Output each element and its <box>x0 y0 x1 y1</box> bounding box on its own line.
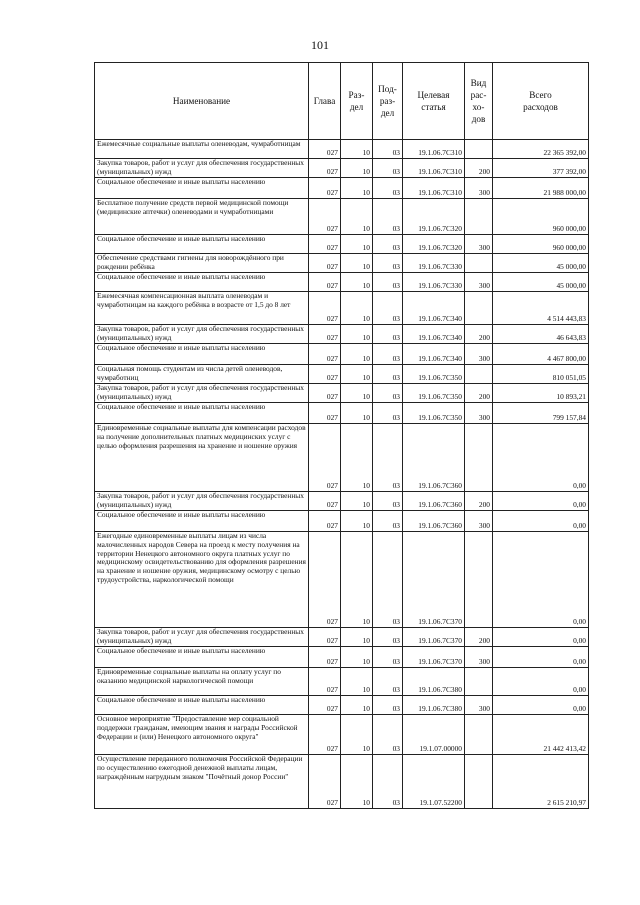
row-subsection: 03 <box>373 365 403 384</box>
row-total: 960 000,00 <box>493 235 589 254</box>
row-type: 300 <box>465 696 493 715</box>
row-subsection: 03 <box>373 628 403 647</box>
row-type <box>465 668 493 696</box>
row-chapter: 027 <box>309 292 341 325</box>
row-target: 19.1.06.7С330 <box>403 273 465 292</box>
row-target: 19.1.06.7С380 <box>403 696 465 715</box>
row-total: 0,00 <box>493 647 589 668</box>
table-row <box>95 254 589 273</box>
row-target: 19.1.06.7С340 <box>403 292 465 325</box>
row-target: 19.1.06.7С360 <box>403 492 465 511</box>
row-name: Социальное обеспечение и иные выплаты населению <box>95 403 309 424</box>
row-subsection: 03 <box>373 403 403 424</box>
row-target: 19.1.06.7С370 <box>403 647 465 668</box>
row-section: 10 <box>341 254 373 273</box>
row-section: 10 <box>341 628 373 647</box>
row-chapter: 027 <box>309 696 341 715</box>
row-target: 19.1.06.7С360 <box>403 511 465 532</box>
row-total: 21 442 413,42 <box>493 715 589 755</box>
table-header-row <box>95 63 589 140</box>
row-chapter: 027 <box>309 140 341 159</box>
table-row <box>95 715 589 755</box>
header-name: Наименование <box>95 63 309 140</box>
row-target: 19.1.06.7С310 <box>403 140 465 159</box>
row-total: 0,00 <box>493 532 589 628</box>
table-row <box>95 532 589 628</box>
row-type <box>465 292 493 325</box>
row-target: 19.1.06.7С350 <box>403 403 465 424</box>
budget-table <box>94 62 589 809</box>
table-row <box>95 696 589 715</box>
row-total: 0,00 <box>493 424 589 492</box>
header-chapter: Глава <box>309 63 341 140</box>
row-total: 22 365 392,00 <box>493 140 589 159</box>
row-type <box>465 424 493 492</box>
row-name: Социальное обеспечение и иные выплаты населению <box>95 235 309 254</box>
row-subsection: 03 <box>373 292 403 325</box>
row-total: 2 615 210,97 <box>493 755 589 809</box>
row-type: 300 <box>465 344 493 365</box>
row-type: 200 <box>465 384 493 403</box>
row-chapter: 027 <box>309 273 341 292</box>
table-row <box>95 403 589 424</box>
row-name: Бесплатное получение средств первой медицинской помощи (медицинские аптечки) оленеводами и чумработницами <box>95 199 309 235</box>
table-row <box>95 492 589 511</box>
row-target: 19.1.06.7С320 <box>403 235 465 254</box>
row-section: 10 <box>341 325 373 344</box>
row-type <box>465 254 493 273</box>
row-section: 10 <box>341 715 373 755</box>
table-row <box>95 273 589 292</box>
table-row <box>95 511 589 532</box>
row-type <box>465 365 493 384</box>
row-chapter: 027 <box>309 325 341 344</box>
row-target: 19.1.06.7С380 <box>403 668 465 696</box>
row-section: 10 <box>341 159 373 178</box>
row-section: 10 <box>341 140 373 159</box>
row-total: 45 000,00 <box>493 273 589 292</box>
row-type <box>465 755 493 809</box>
row-subsection: 03 <box>373 273 403 292</box>
row-target: 19.1.06.7С350 <box>403 365 465 384</box>
row-total: 810 051,05 <box>493 365 589 384</box>
row-section: 10 <box>341 344 373 365</box>
row-section: 10 <box>341 178 373 199</box>
row-subsection: 03 <box>373 492 403 511</box>
row-subsection: 03 <box>373 344 403 365</box>
row-type: 300 <box>465 403 493 424</box>
row-section: 10 <box>341 292 373 325</box>
row-type: 300 <box>465 178 493 199</box>
row-chapter: 027 <box>309 403 341 424</box>
row-total: 4 467 800,00 <box>493 344 589 365</box>
row-type: 300 <box>465 511 493 532</box>
row-chapter: 027 <box>309 532 341 628</box>
row-section: 10 <box>341 384 373 403</box>
header-type: Вид рас- хо- дов <box>465 63 493 140</box>
row-subsection: 03 <box>373 424 403 492</box>
row-name: Социальное обеспечение и иные выплаты населению <box>95 273 309 292</box>
row-total: 960 000,00 <box>493 199 589 235</box>
row-subsection: 03 <box>373 696 403 715</box>
row-name: Социальное обеспечение и иные выплаты населению <box>95 511 309 532</box>
row-chapter: 027 <box>309 668 341 696</box>
row-target: 19.1.07.52200 <box>403 755 465 809</box>
row-subsection: 03 <box>373 668 403 696</box>
row-name: Социальная помощь студентам из числа детей оленеводов, чумработниц <box>95 365 309 384</box>
row-target: 19.1.06.7С330 <box>403 254 465 273</box>
table-row <box>95 199 589 235</box>
header-section: Раз- дел <box>341 63 373 140</box>
row-chapter: 027 <box>309 254 341 273</box>
row-total: 46 643,83 <box>493 325 589 344</box>
row-name: Закупка товаров, работ и услуг для обеспечения государственных (муниципальных) нужд <box>95 384 309 403</box>
row-section: 10 <box>341 668 373 696</box>
row-target: 19.1.06.7С310 <box>403 178 465 199</box>
row-name: Ежемесячные социальные выплаты оленеводам, чумработницам <box>95 140 309 159</box>
row-name: Социальное обеспечение и иные выплаты населению <box>95 178 309 199</box>
table-row <box>95 628 589 647</box>
row-target: 19.1.06.7С370 <box>403 532 465 628</box>
row-section: 10 <box>341 365 373 384</box>
row-type: 200 <box>465 325 493 344</box>
row-total: 0,00 <box>493 511 589 532</box>
row-type: 200 <box>465 159 493 178</box>
row-chapter: 027 <box>309 715 341 755</box>
row-name: Осуществление переданного полномочия Российской Федерации по осуществлению ежегодной денежной выплаты лицам, награждённым нагрудным знаком "Почётный донор России" <box>95 755 309 809</box>
row-total: 10 893,21 <box>493 384 589 403</box>
row-subsection: 03 <box>373 511 403 532</box>
row-type: 300 <box>465 235 493 254</box>
row-section: 10 <box>341 755 373 809</box>
row-name: Обеспечение средствами гигиены для новорождённого при рождении ребёнка <box>95 254 309 273</box>
row-subsection: 03 <box>373 384 403 403</box>
table-row <box>95 344 589 365</box>
row-name: Социальное обеспечение и иные выплаты населению <box>95 344 309 365</box>
row-target: 19.1.07.00000 <box>403 715 465 755</box>
row-chapter: 027 <box>309 628 341 647</box>
row-type: 200 <box>465 628 493 647</box>
table-row <box>95 424 589 492</box>
table-row <box>95 140 589 159</box>
table-row <box>95 755 589 809</box>
row-subsection: 03 <box>373 715 403 755</box>
header-total: Всего расходов <box>493 63 589 140</box>
row-target: 19.1.06.7С350 <box>403 384 465 403</box>
row-target: 19.1.06.7С310 <box>403 159 465 178</box>
row-section: 10 <box>341 424 373 492</box>
table-row <box>95 384 589 403</box>
page-number: 101 <box>311 38 329 52</box>
row-chapter: 027 <box>309 511 341 532</box>
row-section: 10 <box>341 403 373 424</box>
row-chapter: 027 <box>309 647 341 668</box>
row-total: 377 392,00 <box>493 159 589 178</box>
row-name: Закупка товаров, работ и услуг для обеспечения государственных (муниципальных) нужд <box>95 492 309 511</box>
row-section: 10 <box>341 235 373 254</box>
row-chapter: 027 <box>309 424 341 492</box>
table-row <box>95 325 589 344</box>
table-row <box>95 235 589 254</box>
table-row <box>95 668 589 696</box>
row-target: 19.1.06.7С360 <box>403 424 465 492</box>
row-subsection: 03 <box>373 140 403 159</box>
row-section: 10 <box>341 199 373 235</box>
row-section: 10 <box>341 492 373 511</box>
row-name: Основное мероприятие "Предоставление мер социальной поддержки гражданам, имеющим звания и награды Российской Федерации и (или) Ненецкого автономного округа" <box>95 715 309 755</box>
row-chapter: 027 <box>309 384 341 403</box>
header-target: Целевая статья <box>403 63 465 140</box>
row-subsection: 03 <box>373 532 403 628</box>
row-chapter: 027 <box>309 755 341 809</box>
row-target: 19.1.06.7С370 <box>403 628 465 647</box>
row-name: Ежегодные единовременные выплаты лицам из числа малочисленных народов Севера на проезд к месту получения на территории Ненецкого автономного округа платных услуг по медицинскому освидетельствованию для оформления разрешения на хранение и ношение оружия, медицинскому осмотру с целью трудоустройства, наркологической помощи <box>95 532 309 628</box>
table-row <box>95 292 589 325</box>
table-row <box>95 365 589 384</box>
row-chapter: 027 <box>309 199 341 235</box>
row-chapter: 027 <box>309 365 341 384</box>
row-total: 0,00 <box>493 668 589 696</box>
row-subsection: 03 <box>373 254 403 273</box>
row-chapter: 027 <box>309 492 341 511</box>
row-total: 45 000,00 <box>493 254 589 273</box>
row-chapter: 027 <box>309 344 341 365</box>
row-section: 10 <box>341 273 373 292</box>
row-name: Социальное обеспечение и иные выплаты населению <box>95 696 309 715</box>
row-chapter: 027 <box>309 159 341 178</box>
row-subsection: 03 <box>373 178 403 199</box>
row-type <box>465 715 493 755</box>
row-subsection: 03 <box>373 755 403 809</box>
row-total: 0,00 <box>493 696 589 715</box>
row-total: 799 157,84 <box>493 403 589 424</box>
row-name: Закупка товаров, работ и услуг для обеспечения государственных (муниципальных) нужд <box>95 325 309 344</box>
table-row <box>95 178 589 199</box>
row-target: 19.1.06.7С340 <box>403 325 465 344</box>
row-subsection: 03 <box>373 199 403 235</box>
row-subsection: 03 <box>373 235 403 254</box>
row-chapter: 027 <box>309 178 341 199</box>
row-type: 200 <box>465 492 493 511</box>
row-type <box>465 140 493 159</box>
row-type <box>465 199 493 235</box>
row-type: 300 <box>465 273 493 292</box>
table-row <box>95 647 589 668</box>
row-name: Ежемесячная компенсационная выплата оленеводам и чумработницам на каждого ребёнка в возрасте от 1,5 до 8 лет <box>95 292 309 325</box>
row-name: Закупка товаров, работ и услуг для обеспечения государственных (муниципальных) нужд <box>95 628 309 647</box>
row-subsection: 03 <box>373 325 403 344</box>
row-target: 19.1.06.7С340 <box>403 344 465 365</box>
row-name: Единовременные социальные выплаты на оплату услуг по оказанию медицинской наркологической помощи <box>95 668 309 696</box>
row-name: Закупка товаров, работ и услуг для обеспечения государственных (муниципальных) нужд <box>95 159 309 178</box>
row-type: 300 <box>465 647 493 668</box>
row-total: 0,00 <box>493 492 589 511</box>
row-total: 0,00 <box>493 628 589 647</box>
row-subsection: 03 <box>373 647 403 668</box>
row-target: 19.1.06.7С320 <box>403 199 465 235</box>
row-total: 21 988 000,00 <box>493 178 589 199</box>
table-row <box>95 159 589 178</box>
row-total: 4 514 443,83 <box>493 292 589 325</box>
row-subsection: 03 <box>373 159 403 178</box>
row-chapter: 027 <box>309 235 341 254</box>
row-section: 10 <box>341 532 373 628</box>
header-subsection: Под- раз- дел <box>373 63 403 140</box>
row-section: 10 <box>341 647 373 668</box>
row-type <box>465 532 493 628</box>
row-section: 10 <box>341 696 373 715</box>
row-name: Единовременные социальные выплаты для компенсации расходов на получение дополнительных платных медицинских услуг с целью оформления разрешения на хранение и ношение оружия <box>95 424 309 492</box>
row-name: Социальное обеспечение и иные выплаты населению <box>95 647 309 668</box>
row-section: 10 <box>341 511 373 532</box>
